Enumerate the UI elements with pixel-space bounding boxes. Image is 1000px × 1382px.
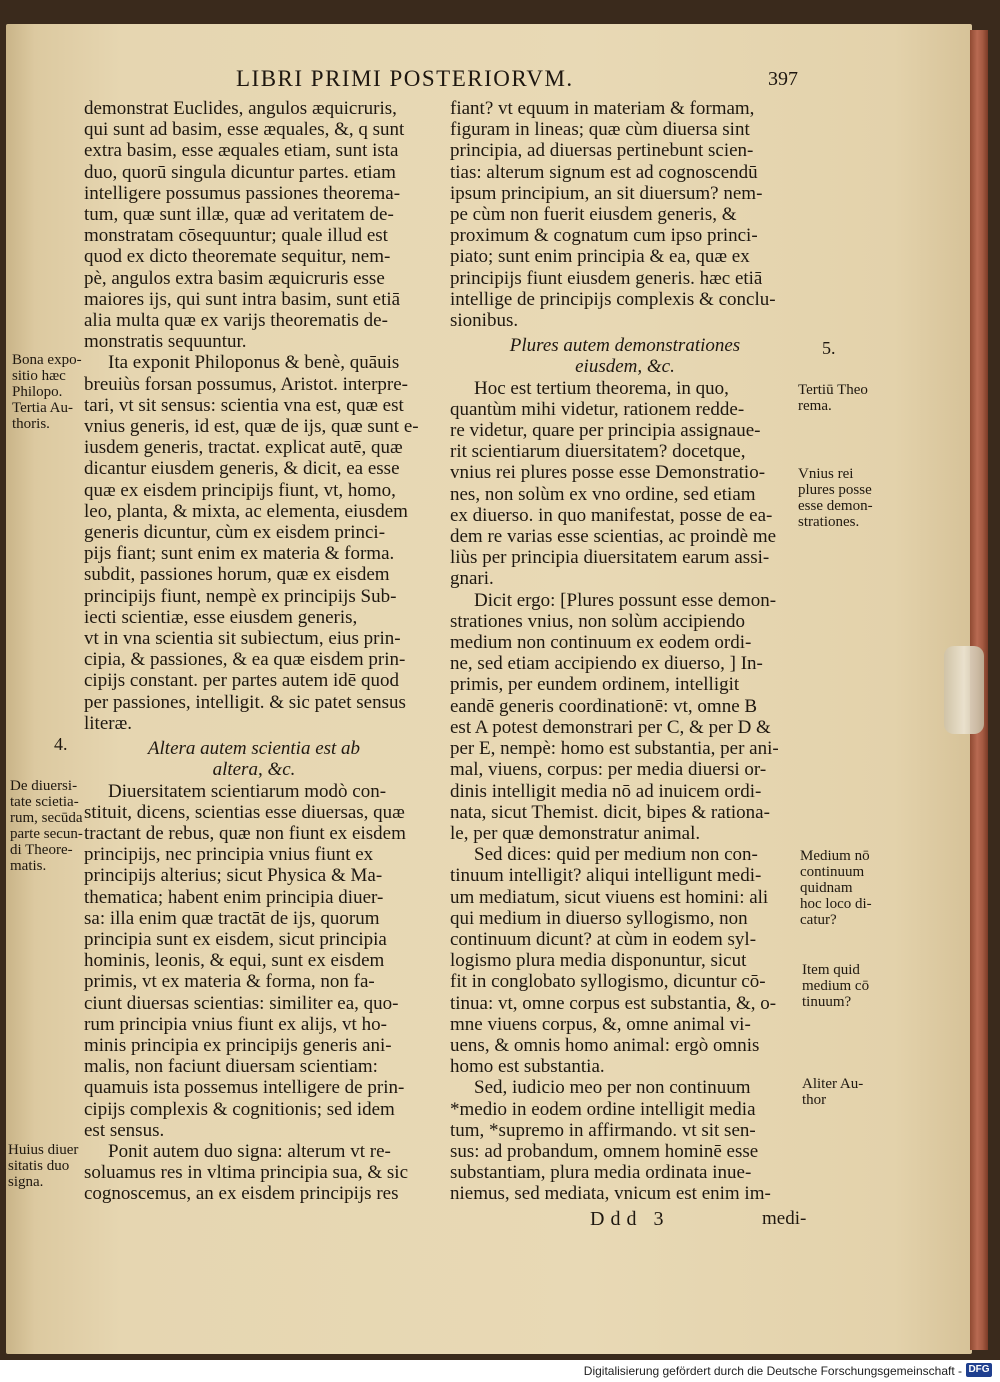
dfg-logo: DFG — [966, 1363, 992, 1377]
text-line: Ita exponit Philoponus & benè, quāuis — [108, 352, 400, 374]
text-line: malis, non faciunt diuersam scientiam: — [84, 1056, 378, 1078]
text-line: ne, sed etiam accipiendo ex diuerso, ] In- — [450, 653, 763, 675]
text-line: mne viuens corpus, &, omne animal vi- — [450, 1013, 751, 1035]
margin-note-aliter — [802, 1076, 863, 1108]
note-line: Medium nō — [800, 848, 870, 864]
text-line: primis, vt ex materia & forma, non fa- — [84, 971, 375, 993]
note-line: Bona expo- — [12, 352, 82, 368]
signature-mark: Ddd 3 — [590, 1208, 670, 1230]
text-line: Altera autem scientia est ab — [147, 738, 361, 760]
text-line: re videtur, quare per principia assignaue- — [450, 420, 761, 442]
text-line: intelligere possumus passiones theorema- — [84, 182, 401, 204]
text-line: hominis, leonis, & equi, sunt ex eisdem — [84, 950, 385, 972]
margin-note-tertium — [798, 382, 868, 414]
text-line: per passiones, intelligit. & sic patet sensus — [84, 691, 406, 713]
note-line: Philopo. — [12, 384, 63, 400]
note-line: tate scietia- — [10, 794, 79, 810]
text-line: subdit, passiones horum, quæ ex eisdem — [84, 564, 390, 586]
note-line: Tertiū Theo — [798, 382, 868, 398]
page-clip — [944, 646, 984, 734]
footer-credit: Digitalisierung gefördert durch die Deutsche Forschungsgemeinschaft - — [583, 1364, 962, 1378]
note-line: continuum — [800, 864, 865, 880]
text-line: tum, *supremo in affirmando. vt sit sen- — [450, 1119, 756, 1141]
text-line: est sensus. — [84, 1119, 165, 1141]
text-line: principijs fiunt, nempè ex principijs Sub- — [84, 585, 397, 607]
note-line: De diuersi- — [10, 778, 78, 794]
note-line: Item quid — [802, 962, 860, 978]
text-line: tum, quæ sunt illæ, quæ ad veritatem de- — [84, 204, 394, 226]
text-line: intellige de principijs complexis & conclu- — [450, 288, 776, 310]
text-line: medium non continuum ex eodem ordi- — [450, 632, 752, 654]
text-line: quamuis ista possemus intelligere de prin- — [84, 1077, 405, 1099]
text-line: leo, planta, & mixta, ac elementa, eiusdem — [84, 500, 408, 522]
margin-note-diuersitate — [10, 778, 83, 874]
note-line: tinuum? — [802, 994, 852, 1010]
catchword: medi- — [762, 1208, 807, 1229]
text-line: continuum dicunt? at cùm in eodem syl- — [450, 928, 757, 950]
note-line: Huius diuer — [8, 1142, 79, 1158]
text-line: tias: alterum signum est ad cognoscendū — [450, 161, 758, 183]
text-line: rit scientiarum diuersitatem? docetque, — [450, 441, 746, 463]
note-line: signa. — [8, 1174, 44, 1190]
note-line: esse demon- — [798, 498, 873, 514]
text-line: per E, nempè: homo est substantia, per ani- — [450, 738, 779, 760]
text-line: sionibus. — [450, 310, 519, 332]
running-title: LIBRI PRIMI POSTERIORVM. — [236, 66, 574, 91]
text-line: tinua: vt, omne corpus est substantia, &, o- — [450, 992, 777, 1014]
text-line: dicantur eiusdem generis, & dicit, ea esse — [84, 458, 400, 480]
note-line: di Theore- — [10, 842, 73, 858]
text-line: strationes vnius, non solùm accipiendo — [450, 610, 745, 632]
text-line: ciunt diuersas scientias: similiter ea, quo- — [84, 992, 399, 1014]
text-line: piato; sunt enim principia & ea, quæ ex — [450, 246, 750, 268]
text-line: cipijs constant. per partes autem idē quod — [84, 670, 399, 692]
text-line: logismo plura media disponuntur, sicut — [450, 950, 747, 972]
text-line: altera, &c. — [212, 759, 296, 781]
note-line: plures posse — [798, 482, 872, 498]
text-line: cognoscemus, an ex eisdem principijs res — [84, 1183, 399, 1205]
text-line: pijs fiant; sunt enim ex materia & forma. — [84, 543, 395, 565]
text-line: iusdem generis, tractat. explicat autē, quæ — [84, 437, 403, 459]
text-line: maiores ijs, qui sunt intra basim, sunt etiā — [84, 288, 401, 310]
text-line: eiusdem, &c. — [575, 356, 675, 378]
text-line: Plures autem demonstrationes — [509, 335, 741, 357]
text-line: Ponit autem duo signa: alterum vt re- — [108, 1140, 391, 1162]
text-line: Sed dices: quid per medium non con- — [474, 844, 758, 866]
text-line: Hoc est tertium theorema, in quo, — [474, 377, 729, 399]
text-line: liùs per principia diuersitatem earum assi- — [450, 547, 770, 569]
text-line: tractant de rebus, quæ non fiunt ex eisdem — [84, 822, 406, 844]
text-line: principia, ad diuersas pertinebunt scien- — [450, 140, 754, 162]
text-line: monstratam cōsequuntur; quale illud est — [84, 225, 388, 247]
text-line: iecti scientiæ, esse eiusdem generis, — [84, 606, 358, 628]
right-text-column — [450, 98, 800, 1205]
text-line: qui medium in diuerso syllogismo, non — [450, 907, 748, 929]
note-line: Tertia Au- — [12, 400, 74, 416]
text-line: minis principia ex principijs generis ani- — [84, 1034, 392, 1056]
text-line: tari, vt sit sensus: scientia vna est, quæ est — [84, 394, 404, 416]
margin-note-item — [802, 962, 869, 1010]
text-line: pè, angulos extra basim æquicruris esse — [84, 267, 385, 289]
text-line: generis dicuntur, cùm ex eisdem princi- — [84, 522, 386, 544]
text-line: ipsum principium, an sit diuersum? nem- — [450, 182, 763, 204]
text-line: quæ ex eisdem principijs fiunt, vt, homo, — [84, 479, 396, 501]
text-line: ex diuerso. in quo manifestat, posse de ea- — [450, 504, 773, 526]
text-line: principia sunt ex eisdem, sicut principia — [84, 928, 387, 950]
note-line: parte secun- — [10, 826, 83, 842]
note-line: catur? — [800, 912, 837, 928]
note-line: quidnam — [800, 880, 853, 896]
text-line: nes, non solùm ex vno ordine, sed etiam — [450, 483, 756, 505]
text-line: dinis intelligit media nō ad inuicem ordi- — [450, 780, 762, 802]
text-line: primis, per eundem ordinem, intelligit — [450, 674, 740, 696]
text-line: principijs, nec principia vnius fiunt ex — [84, 844, 374, 866]
text-line: nata, sicut Themist. dicit, bipes & rationa- — [450, 801, 770, 823]
text-line: pe cùm non fuerit eiusdem generis, & — [450, 204, 737, 226]
text-line: um mediatum, sicut viuens est homini: ali — [450, 886, 769, 908]
text-line: fit in conglobato syllogismo, dicuntur cō- — [450, 971, 766, 993]
note-line: matis. — [10, 858, 47, 874]
left-text-column — [84, 98, 424, 1205]
note-line: rema. — [798, 398, 832, 414]
text-line: quantùm mihi videtur, rationem redde- — [450, 398, 745, 420]
text-line: homo est substantia. — [450, 1056, 605, 1078]
margin-note-medium — [800, 848, 872, 928]
text-line: thematica; habent enim principia diuer- — [84, 886, 384, 908]
note-line: rum, secūda — [10, 810, 83, 826]
text-line: niemus, sed mediata, vnicum est enim im- — [450, 1183, 771, 1205]
text-line: proximum & cognatum cum ipso princi- — [450, 225, 758, 247]
text-line: cipijs complexis & cognitionis; sed idem — [84, 1098, 395, 1120]
note-line: sitatis duo — [8, 1158, 70, 1174]
text-line: duo, quorū singula dicuntur partes. etiam — [84, 161, 396, 183]
text-line: substantiam, plura media ordinata inue- — [450, 1162, 752, 1184]
text-line: sus: ad probandum, omnem hominē esse — [450, 1140, 759, 1162]
text-line: dem re varias esse scientias, ac proindè me — [450, 526, 777, 548]
text-line: rum principia vnius fiunt ex alijs, vt ho- — [84, 1013, 387, 1035]
margin-note-vnius — [798, 466, 873, 530]
text-line: stituit, dicens, scientias esse diuersas, quæ — [84, 801, 405, 823]
text-line: fiant? vt equum in materiam & formam, — [450, 98, 755, 119]
note-line: medium cō — [802, 978, 870, 994]
text-line: mal, viuens, corpus: per media diuersi or- — [450, 759, 767, 781]
text-line: cipia, & passiones, & ea quæ eisdem prin- — [84, 649, 406, 671]
text-line: monstratis sequuntur. — [84, 331, 247, 353]
note-line: Vnius rei — [798, 466, 854, 482]
text-line: vt in vna scientia sit subiectum, eius prin- — [84, 628, 401, 650]
text-line: le, per quæ demonstratur animal. — [450, 822, 701, 844]
text-line: figuram in lineas; quæ cùm diuersa sint — [450, 119, 750, 141]
text-line: demonstrat Euclides, angulos æquicruris, — [84, 98, 397, 119]
note-line: sitio hæc — [12, 368, 66, 384]
note-line: thoris. — [12, 416, 50, 432]
text-line: vnius generis, id est, quæ de ijs, quæ sunt e- — [84, 416, 419, 438]
text-line: quod ex dicto theoremate sequitur, nem- — [84, 246, 391, 268]
text-line: Diuersitatem scientiarum modò con- — [108, 780, 387, 802]
note-line: Aliter Au- — [802, 1076, 864, 1092]
section-number-5: 5. — [822, 338, 836, 358]
text-line: Sed, iudicio meo per non continuum — [474, 1077, 751, 1099]
text-line: literæ. — [84, 712, 133, 734]
text-line: principijs fiunt eiusdem generis. hæc etiā — [450, 267, 763, 289]
note-line: hoc loco di- — [800, 896, 872, 912]
folio-number: 397 — [768, 68, 798, 90]
text-line: Dicit ergo: [Plures possunt esse demon- — [474, 589, 777, 611]
text-line: *medio in eodem ordine intelligit media — [450, 1098, 756, 1120]
text-line: principijs alterius; sicut Physica & Ma- — [84, 865, 383, 887]
footer-bar — [0, 1360, 1000, 1382]
text-line: extra basim, esse æquales etiam, sunt ista — [84, 140, 399, 162]
margin-note-huius — [8, 1142, 78, 1190]
text-line: breuiùs forsan possumus, Aristot. interpre- — [84, 373, 409, 395]
section-number-4: 4. — [54, 734, 68, 754]
text-line: gnari. — [450, 568, 494, 590]
text-line: sa: illa enim quæ tractāt de ijs, quorum — [84, 907, 380, 929]
text-line: est A potest demonstrari per C, & per D & — [450, 716, 771, 738]
text-line: uens, & omnis homo animal: ergò omnis — [450, 1034, 760, 1056]
margin-note-bona — [12, 352, 82, 432]
text-line: eandē generis coordinationē: vt, omne B — [450, 695, 758, 717]
note-line: strationes. — [798, 514, 860, 530]
text-line: tinuum intelligit? aliqui intelligunt medi- — [450, 865, 762, 887]
text-line: vnius rei plures posse esse Demonstratio- — [450, 462, 766, 484]
text-line: alia multa quæ ex varijs theorematis de- — [84, 310, 388, 332]
note-line: thor — [802, 1092, 827, 1108]
text-line: qui sunt ad basim, esse æquales, &, q sunt — [84, 119, 405, 141]
text-line: soluamus res in vltima principia sua, & sic — [84, 1162, 409, 1184]
